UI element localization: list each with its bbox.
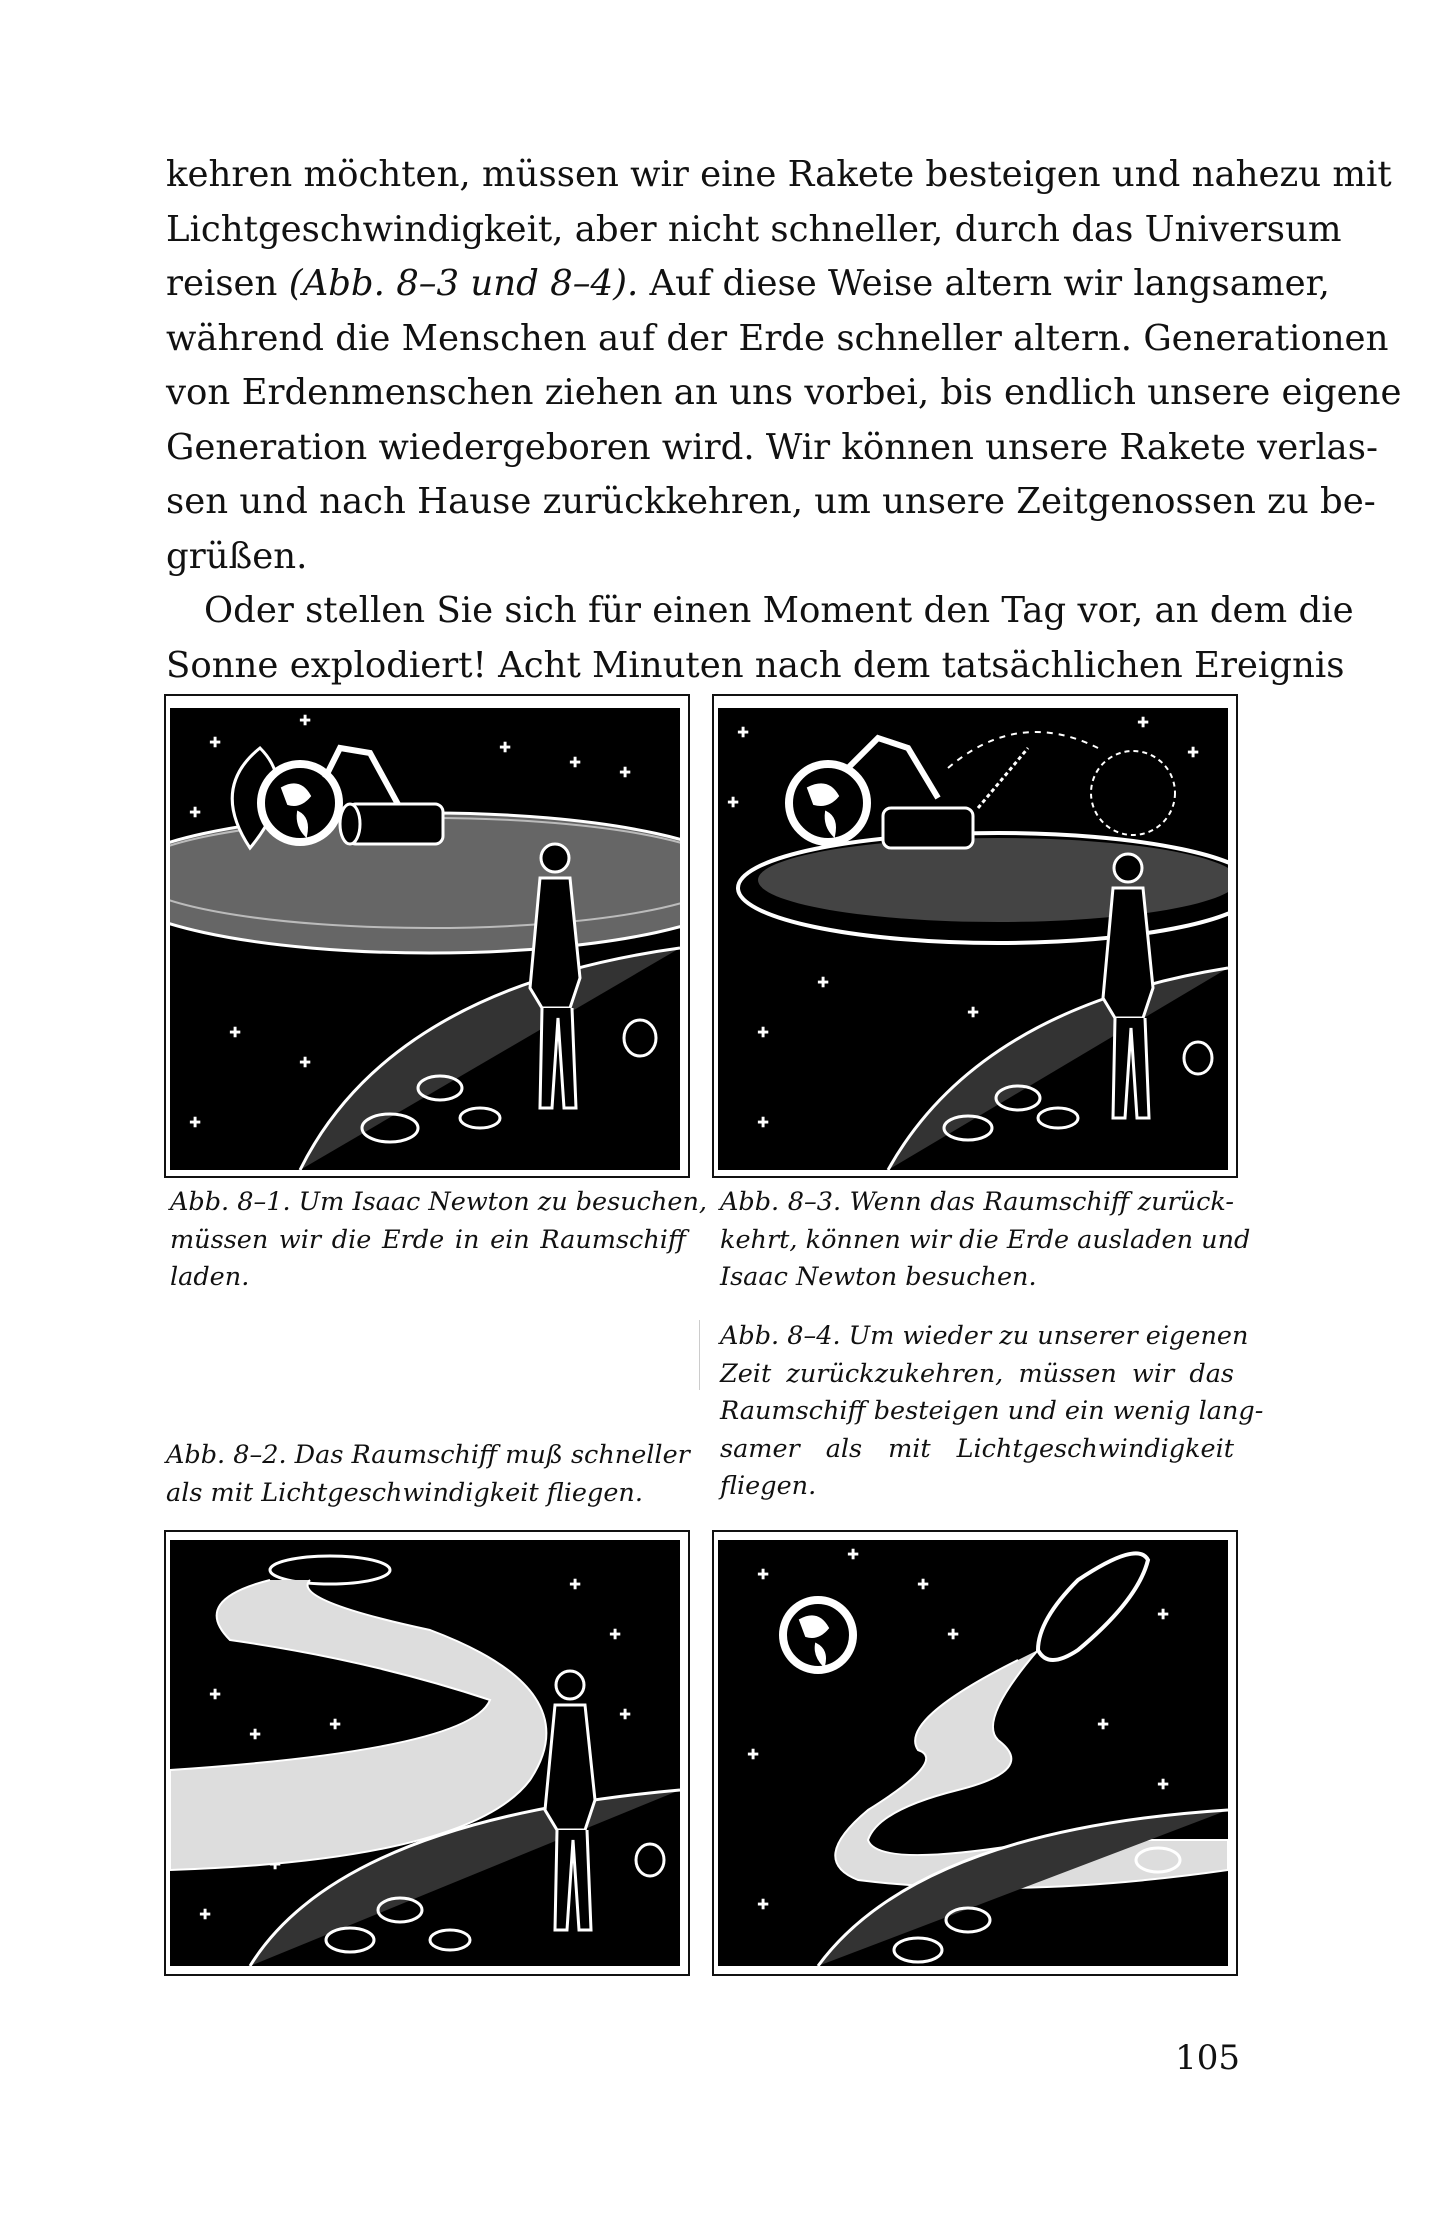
figure-8-1-illustration	[170, 708, 680, 1170]
body-line: Sonne explodiert! Acht Minuten nach dem tatsächlichen Ereignis	[166, 644, 1345, 686]
svg-text:+: +	[300, 1052, 311, 1072]
figure-8-4-caption	[720, 1318, 1264, 1506]
caption-line: Raumschiff besteigen und ein wenig lang-	[720, 1396, 1264, 1426]
caption-line: Isaac Newton besuchen.	[720, 1262, 1037, 1292]
svg-text:+: +	[500, 737, 511, 757]
body-line: von Erdenmenschen ziehen an uns vorbei, bis endlich unsere eigene	[166, 372, 1402, 413]
svg-text:+: +	[758, 1894, 769, 1914]
svg-text:+: +	[610, 1624, 621, 1644]
body-line: Lichtgeschwindigkeit, aber nicht schneller, durch das Universum	[166, 208, 1342, 250]
earth-loading-into-spaceship-illustration	[170, 708, 680, 1170]
svg-text:+: +	[230, 1022, 241, 1042]
caption-line: samer als mit Lichtgeschwindigkeit	[720, 1433, 1234, 1464]
caption-line: laden.	[170, 1262, 250, 1292]
figure-8-4-illustration	[718, 1540, 1228, 1966]
caption-line: fliegen.	[720, 1471, 817, 1501]
svg-text:+: +	[1158, 1604, 1169, 1624]
body-line-rest: Auf diese Weise altern wir langsamer,	[649, 263, 1330, 304]
earth-unloading-from-spaceship-illustration	[718, 708, 1228, 1170]
spaceship-faster-than-light-illustration	[170, 1540, 680, 1966]
caption-line: kehrt, können wir die Erde ausladen und	[720, 1224, 1251, 1255]
body-line	[166, 257, 1330, 312]
svg-text:+: +	[210, 732, 221, 752]
svg-text:+: +	[250, 1724, 261, 1744]
svg-text:+: +	[728, 792, 739, 812]
svg-text:+: +	[968, 1002, 979, 1022]
svg-text:+: +	[570, 1574, 581, 1594]
body-line: Generation wiedergeboren wird. Wir können unsere Rakete verlas-	[166, 426, 1378, 468]
svg-text:+: +	[210, 1684, 221, 1704]
figure-8-2-illustration	[170, 1540, 680, 1966]
svg-text:+: +	[758, 1112, 769, 1132]
svg-text:+: +	[758, 1022, 769, 1042]
svg-text:+: +	[738, 722, 749, 742]
body-line: grüßen.	[166, 535, 308, 577]
page-number: 105	[1175, 2038, 1240, 2078]
svg-text:+: +	[748, 1744, 759, 1764]
body-line: während die Menschen auf der Erde schneller altern. Generationen	[166, 317, 1389, 359]
svg-text:+: +	[918, 1574, 929, 1594]
body-line: sen und nach Hause zurückkehren, um unsere Zeitgenossen zu be-	[166, 481, 1376, 522]
svg-text:+: +	[818, 972, 829, 992]
svg-text:+: +	[190, 802, 201, 822]
figure-8-3-illustration	[718, 708, 1228, 1170]
svg-text:+: +	[570, 752, 581, 772]
body-line: kehren möchten, müssen wir eine Rakete besteigen und nahezu mit	[166, 154, 1392, 195]
svg-text:+: +	[620, 1704, 631, 1724]
caption-line: müssen wir die Erde in ein Raumschiff	[170, 1224, 686, 1255]
caption-line: Abb. 8–3. Wenn das Raumschiff zurück-	[720, 1187, 1234, 1217]
svg-text:+: +	[1188, 742, 1199, 762]
body-text	[166, 148, 1402, 693]
caption-line: Abb. 8–1. Um Isaac Newton zu besuchen,	[170, 1187, 707, 1217]
caption-line: Abb. 8–4. Um wieder zu unserer eigenen	[720, 1321, 1249, 1351]
svg-text:+: +	[1098, 1714, 1109, 1734]
svg-text:+: +	[1158, 1774, 1169, 1794]
svg-text:+: +	[300, 710, 311, 730]
figure-reference: (Abb. 8–3 und 8–4).	[288, 263, 639, 304]
svg-text:+: +	[758, 1564, 769, 1584]
svg-text:+: +	[848, 1544, 859, 1564]
caption-line: Abb. 8–2. Das Raumschiff muß schneller	[166, 1440, 690, 1470]
svg-text:+: +	[190, 1112, 201, 1132]
body-line: Oder stellen Sie sich für einen Moment den Tag vor, an dem die	[204, 590, 1354, 631]
svg-text:+: +	[1138, 712, 1149, 732]
svg-text:+: +	[330, 1714, 341, 1734]
rocket-departing-illustration	[718, 1540, 1228, 1966]
caption-line: Zeit zurückzukehren, müssen wir das	[720, 1358, 1234, 1389]
column-divider	[699, 1320, 700, 1390]
svg-text:+: +	[200, 1904, 211, 1924]
figure-8-3-caption	[720, 1184, 1251, 1297]
figure-8-1-caption	[170, 1184, 707, 1297]
figure-8-2-caption	[166, 1437, 690, 1512]
caption-line: als mit Lichtgeschwindigkeit fliegen.	[166, 1477, 643, 1508]
svg-text:+: +	[620, 762, 631, 782]
body-line-prefix: reisen	[166, 263, 289, 304]
svg-text:+: +	[948, 1624, 959, 1644]
